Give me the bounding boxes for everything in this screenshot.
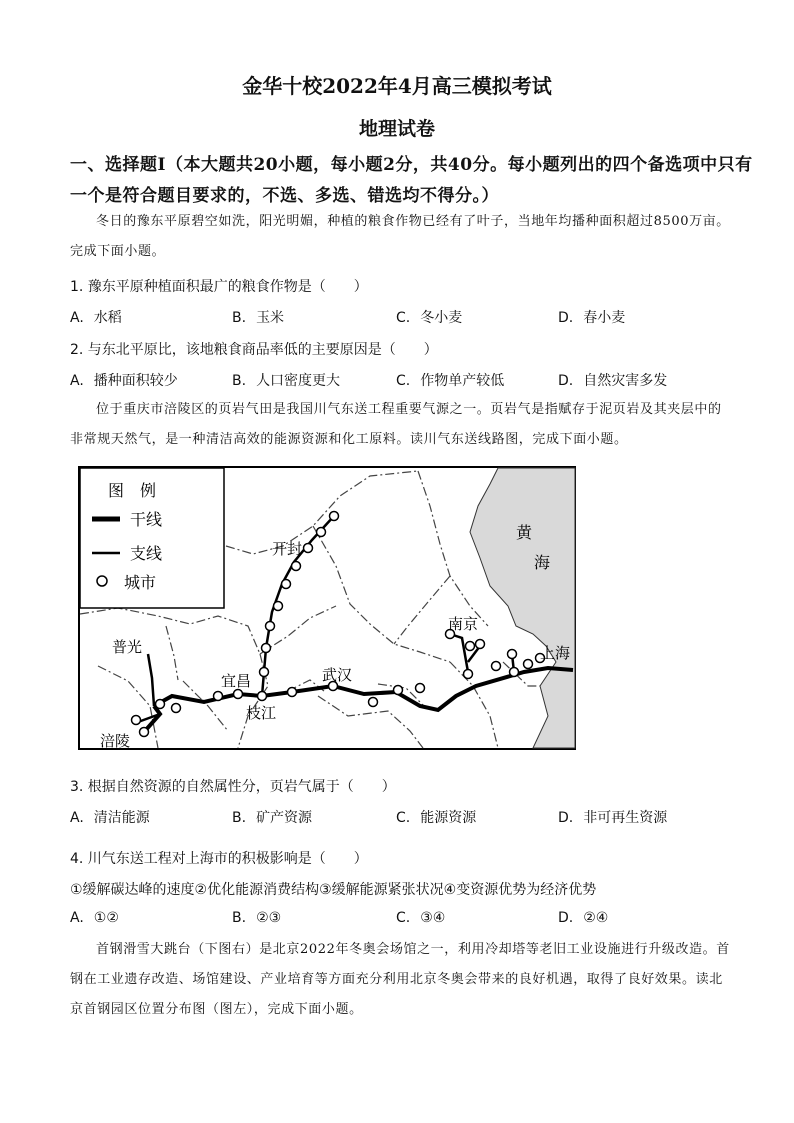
passage-3: 首钢滑雪大跳台（下图右）是北京2022年冬奥会场馆之一，利用冷却塔等老旧工业设施进行升级改造。首钢在工业遗存改造、场馆建设、产业培育等方面充分利用北京冬奥会带来的良好机遇，取得了良好效果。读北京首钢园区位置分布图（图左），完成下面小题。	[70, 942, 730, 1017]
sea-label-1: 黄	[516, 523, 533, 542]
exam-title: 金华十校2022年4月高三模拟考试	[242, 74, 552, 98]
legend-trunk-label: 干线	[130, 510, 163, 529]
option-key: B.	[232, 910, 247, 926]
option-text: 人口密度更大	[256, 373, 341, 389]
city-label-nanjing: 南京	[448, 615, 479, 633]
option-text: 能源资源	[420, 810, 477, 826]
q1-option-c[interactable]	[396, 307, 462, 327]
option-key: B.	[232, 810, 247, 826]
option-text: ②③	[256, 910, 282, 926]
section-heading-line2: 一个是符合题目要求的，不选、多选、错选均不得分。）	[70, 186, 499, 206]
option-key: D.	[558, 810, 574, 826]
q2-option-b[interactable]	[232, 370, 340, 390]
section-heading-line1: 一、选择题Ⅰ（本大题共20小题，每小题2分，共40分。每小题列出的四个备选项中只有	[70, 155, 753, 175]
q4-option-a[interactable]	[70, 910, 119, 926]
city-label-fuling: 涪陵	[100, 732, 131, 750]
city-label-kaifeng: 开封	[272, 540, 303, 558]
legend-branch-label: 支线	[130, 544, 163, 563]
city-label-zhijiang: 枝江	[246, 704, 277, 722]
option-text: 自然灾害多发	[583, 373, 668, 389]
option-key: B.	[232, 373, 247, 389]
passage-1: 冬日的豫东平原碧空如洗，阳光明媚，种植的粮食作物已经有了叶子，当地年均播种面积超过8500万亩。完成下面小题。	[70, 214, 730, 259]
sea-label-2: 海	[534, 553, 551, 572]
q2-option-c[interactable]	[396, 370, 504, 390]
q1-option-a[interactable]	[70, 307, 122, 327]
legend-city-label: 城市	[124, 573, 157, 592]
option-text: 春小麦	[583, 310, 626, 326]
q2-option-d[interactable]	[558, 370, 667, 390]
option-text: ①②	[93, 910, 119, 926]
exam-subject: 地理试卷	[358, 118, 435, 140]
option-text: ②④	[583, 910, 609, 926]
q4-option-d[interactable]	[558, 910, 608, 926]
q3-option-c[interactable]	[396, 807, 476, 827]
option-key: A.	[70, 910, 84, 926]
city-label-puguang: 普光	[112, 638, 143, 656]
q3-option-b[interactable]	[232, 807, 312, 827]
question-1-stem: 1. 豫东平原种植面积最广的粮食作物是（ ）	[70, 279, 368, 295]
option-text: 非可再生资源	[583, 810, 668, 826]
option-text: 播种面积较少	[93, 373, 178, 389]
question-4-statements: ①缓解碳达峰的速度②优化能源消费结构③缓解能源紧张状况④变资源优势为经济优势	[70, 882, 597, 898]
option-text: 清洁能源	[93, 810, 150, 826]
option-key: D.	[558, 910, 574, 926]
option-text: 冬小麦	[420, 310, 463, 326]
question-4-stem: 4. 川气东送工程对上海市的积极影响是（ ）	[70, 851, 368, 867]
question-3-stem: 3. 根据自然资源的自然属性分，页岩气属于（ ）	[70, 779, 396, 795]
option-text: 矿产资源	[256, 810, 313, 826]
option-key: C.	[396, 910, 411, 926]
q1-option-b[interactable]	[232, 307, 284, 327]
option-key: A.	[70, 373, 84, 389]
legend-title: 图 例	[108, 481, 157, 500]
city-label-shanghai: 上海	[540, 644, 571, 662]
passage-2: 位于重庆市涪陵区的页岩气田是我国川气东送工程重要气源之一。页岩气是指赋存于泥页岩及其夹层中的非常规天然气，是一种清洁高效的能源资源和化工原料。读川气东送线路图，完成下面小题。	[70, 402, 722, 447]
question-2-stem: 2. 与东北平原比，该地粮食商品率低的主要原因是（ ）	[70, 342, 438, 358]
option-key: C.	[396, 373, 411, 389]
q3-option-d[interactable]	[558, 807, 667, 827]
option-text: 作物单产较低	[420, 373, 505, 389]
option-key: A.	[70, 810, 84, 826]
option-key: C.	[396, 810, 411, 826]
option-key: C.	[396, 310, 411, 326]
option-text: 水稻	[93, 310, 122, 326]
city-label-yichang: 宜昌	[221, 672, 252, 690]
option-key: A.	[70, 310, 84, 326]
city-label-wuhan: 武汉	[322, 666, 353, 684]
option-text: ③④	[420, 910, 446, 926]
q1-option-d[interactable]	[558, 307, 625, 327]
q2-option-a[interactable]	[70, 370, 178, 390]
option-key: D.	[558, 373, 574, 389]
q4-option-c[interactable]	[396, 910, 445, 926]
q3-option-a[interactable]	[70, 807, 150, 827]
q4-option-b[interactable]	[232, 910, 281, 926]
option-key: B.	[232, 310, 247, 326]
pipeline-route-map	[78, 466, 576, 750]
option-key: D.	[558, 310, 574, 326]
legend-city-swatch	[97, 576, 107, 586]
option-text: 玉米	[256, 310, 285, 326]
